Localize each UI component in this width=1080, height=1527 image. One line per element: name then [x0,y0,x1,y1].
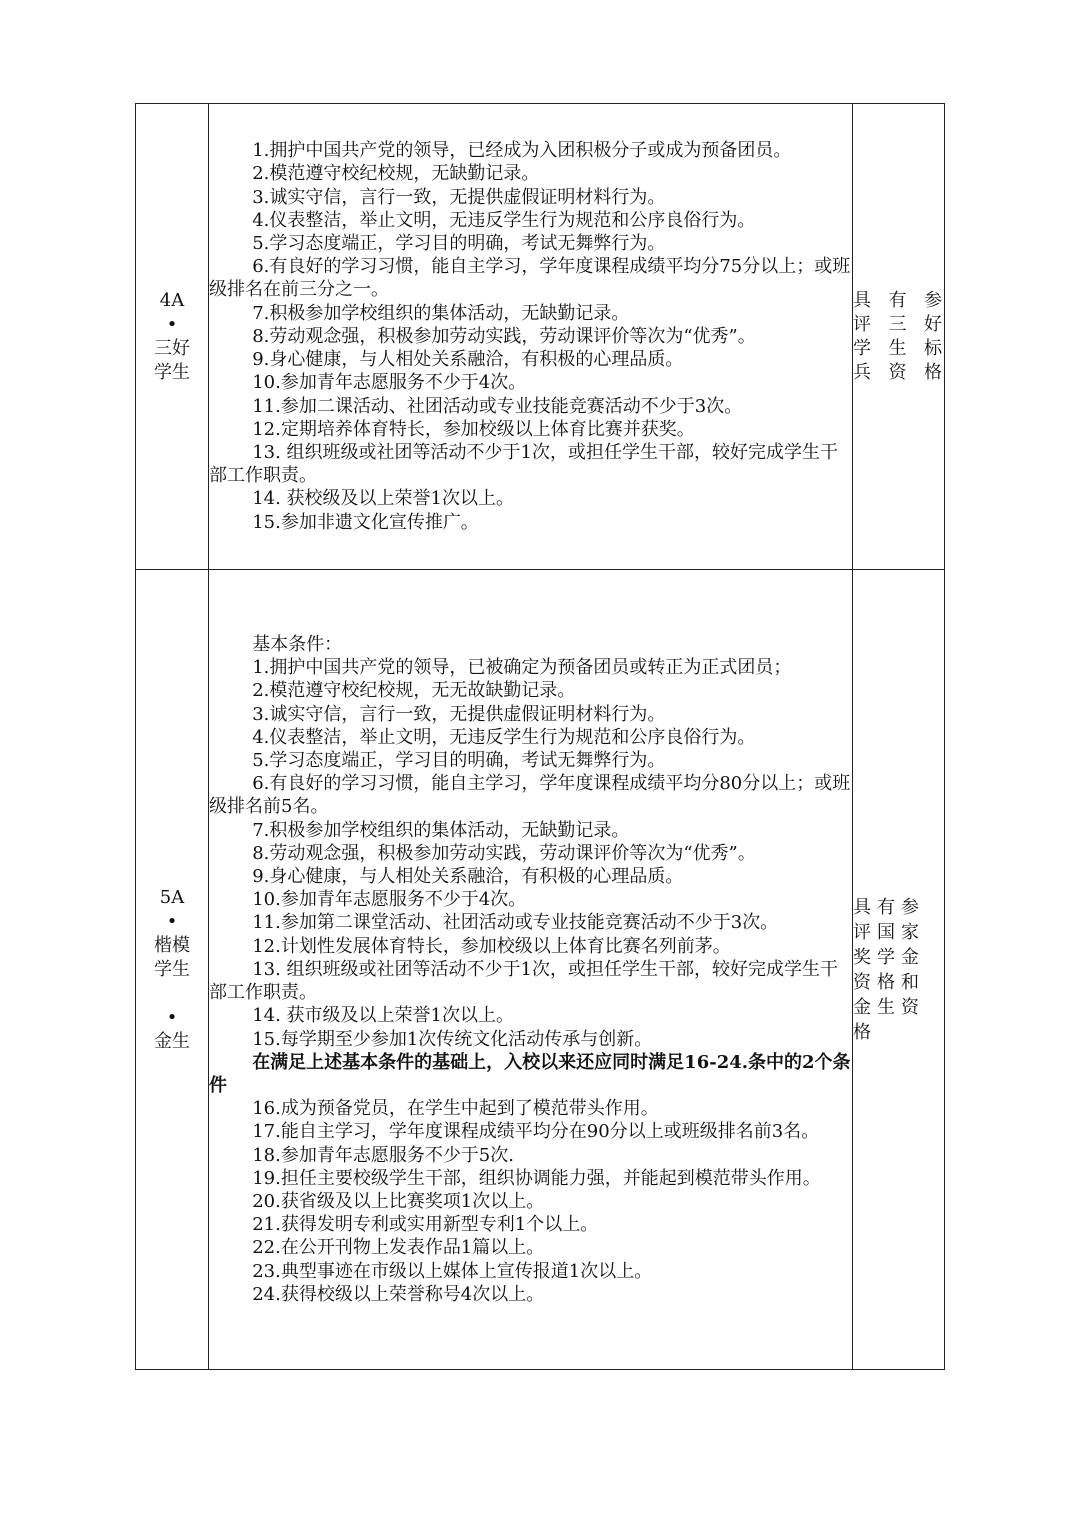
criteria-item: 9.身心健康，与人相处关系融洽，有积极的心理品质。 [252,349,684,371]
criteria-item: 14. 获校级及以上荣誉1次以上。 [252,488,514,510]
qualification-line: 具有参 [853,289,944,311]
criteria-item: 6.有良好的学习习惯，能自主学习，学年度课程成绩平均分80分以上；或班级排名前5名。 [209,773,851,818]
condition-note: 在满足上述基本条件的基础上，入校以来还应同时满足16-24.条中的2个条件 [209,1051,851,1096]
criteria-heading: 基本条件： [252,634,343,656]
criteria-item: 18.参加青年志愿服务不少于5次. [252,1144,514,1166]
criteria-item: 12.定期培养体育特长，参加校级以上体育比赛并获奖。 [252,418,695,440]
criteria-item: 7.积极参加学校组织的集体活动，无缺勤记录。 [252,819,630,841]
criteria-item: 11.参加二课活动、社团活动或专业技能竞赛活动不少于3次。 [252,395,743,417]
criteria-item: 14. 获市级及以上荣誉1次以上。 [252,1005,514,1027]
level-label: 金生 [154,1030,190,1052]
criteria-item: 23.典型事迹在市级以上媒体上宣传报道1次以上。 [252,1260,653,1282]
criteria-item: 8.劳动观念强，积极参加劳动实践，劳动课评价等次为“优秀”。 [252,325,756,347]
criteria-item: 17.能自主学习，学年度课程成绩平均分在90分以上或班级排名前3名。 [252,1121,820,1143]
criteria-item: 15.每学期至少参加1次传统文化活动传承与创新。 [252,1028,653,1050]
criteria-item: 3.诚实守信，言行一致，无提供虚假证明材料行为。 [252,703,666,725]
criteria-item: 19.担任主要校级学生干部，组织协调能力强，并能起到模范带头作用。 [252,1167,821,1189]
criteria-item: 3.诚实守信，言行一致，无提供虚假证明材料行为。 [252,186,666,208]
level-cell-4a [136,104,209,570]
criteria-item: 8.劳动观念强，积极参加劳动实践，劳动课评价等次为“优秀”。 [252,842,756,864]
level-label: 楷模 [154,934,190,956]
criteria-item: 20.获省级及以上比赛奖项1次以上。 [252,1190,545,1212]
criteria-item: 12.计划性发展体育特长，参加校级以上体育比赛名列前茅。 [252,935,731,957]
level-bullet: • [166,1006,178,1028]
table-row-5a [136,570,945,1370]
level-spacer [136,982,208,1006]
criteria-item: 13. 组织班级或社团等活动不少于1次，或担任学生干部，较好完成学生干部工作职责。 [209,958,838,1004]
qualification-line: 评三好 [853,313,944,335]
criteria-item: 24.获得校级以上荣誉称号4次以上。 [252,1283,545,1305]
level-cell-5a [136,570,209,1370]
level-label: 5A [159,886,185,908]
criteria-item: 2.模范遵守校纪校规，无缺勤记录。 [252,163,540,185]
level-label: 4A [159,289,185,311]
criteria-item: 9.身心健康，与人相处关系融洽，有积极的心理品质。 [252,866,684,888]
level-bullet: • [166,910,178,932]
level-label: 学生 [154,958,190,980]
criteria-item: 1.拥护中国共产党的领导，已被确定为预备团员或转正为正式团员； [252,657,792,679]
criteria-cell-5a [209,570,853,1370]
qualification-column: 具评奖资金格 [853,896,871,1043]
criteria-item: 11.参加第二课堂活动、社团活动或专业技能竞赛活动不少于3次。 [252,912,779,934]
criteria-item: 15.参加非遗文化宣传推广。 [252,511,479,533]
criteria-item: 13. 组织班级或社团等活动不少于1次，或担任学生干部，较好完成学生干部工作职责。 [209,441,838,487]
criteria-item: 10.参加青年志愿服务不少于4次。 [252,372,527,394]
criteria-cell-4a [209,104,853,570]
level-label: 三好 [154,337,190,359]
criteria-item: 5.学习态度端正，学习目的明确，考试无舞弊行为。 [252,233,666,255]
level-bullet: • [166,313,178,335]
criteria-item: 22.在公开刊物上发表作品1篇以上。 [252,1237,545,1259]
criteria-item: 4.仪表整洁，举止文明，无违反学生行为规范和公序良俗行为。 [252,209,756,231]
criteria-item: 1.拥护中国共产党的领导，已经成为入团积极分子或成为预备团员。 [252,140,792,162]
level-label: 学生 [154,361,190,383]
criteria-table [135,103,945,1370]
criteria-item: 21.获得发明专利或实用新型专利1个以上。 [252,1214,599,1236]
criteria-item: 5.学习态度端正，学习目的明确，考试无舞弊行为。 [252,750,666,772]
criteria-item: 16.成为预备党员，在学生中起到了模范带头作用。 [252,1098,659,1120]
criteria-item: 10.参加青年志愿服务不少于4次。 [252,889,527,911]
criteria-item: 7.积极参加学校组织的集体活动，无缺勤记录。 [252,302,630,324]
table-row-4a [136,104,945,570]
qualification-column: 有国学格生 [877,896,895,1018]
qualification-cell-4a [853,104,945,570]
criteria-item: 6.有良好的学习习惯，能自主学习，学年度课程成绩平均分75分以上；或班级排名在前三分之一。 [209,256,851,301]
qualification-line: 学生标 [853,337,944,359]
criteria-item: 2.模范遵守校纪校规，无无故缺勤记录。 [252,680,576,702]
qualification-cell-5a [853,570,945,1370]
qualification-line: 兵资格 [853,361,944,383]
criteria-item: 4.仪表整洁，举止文明，无违反学生行为规范和公序良俗行为。 [252,726,756,748]
qualification-columns [853,895,944,1045]
qualification-column: 参家金和资 [901,896,919,1018]
